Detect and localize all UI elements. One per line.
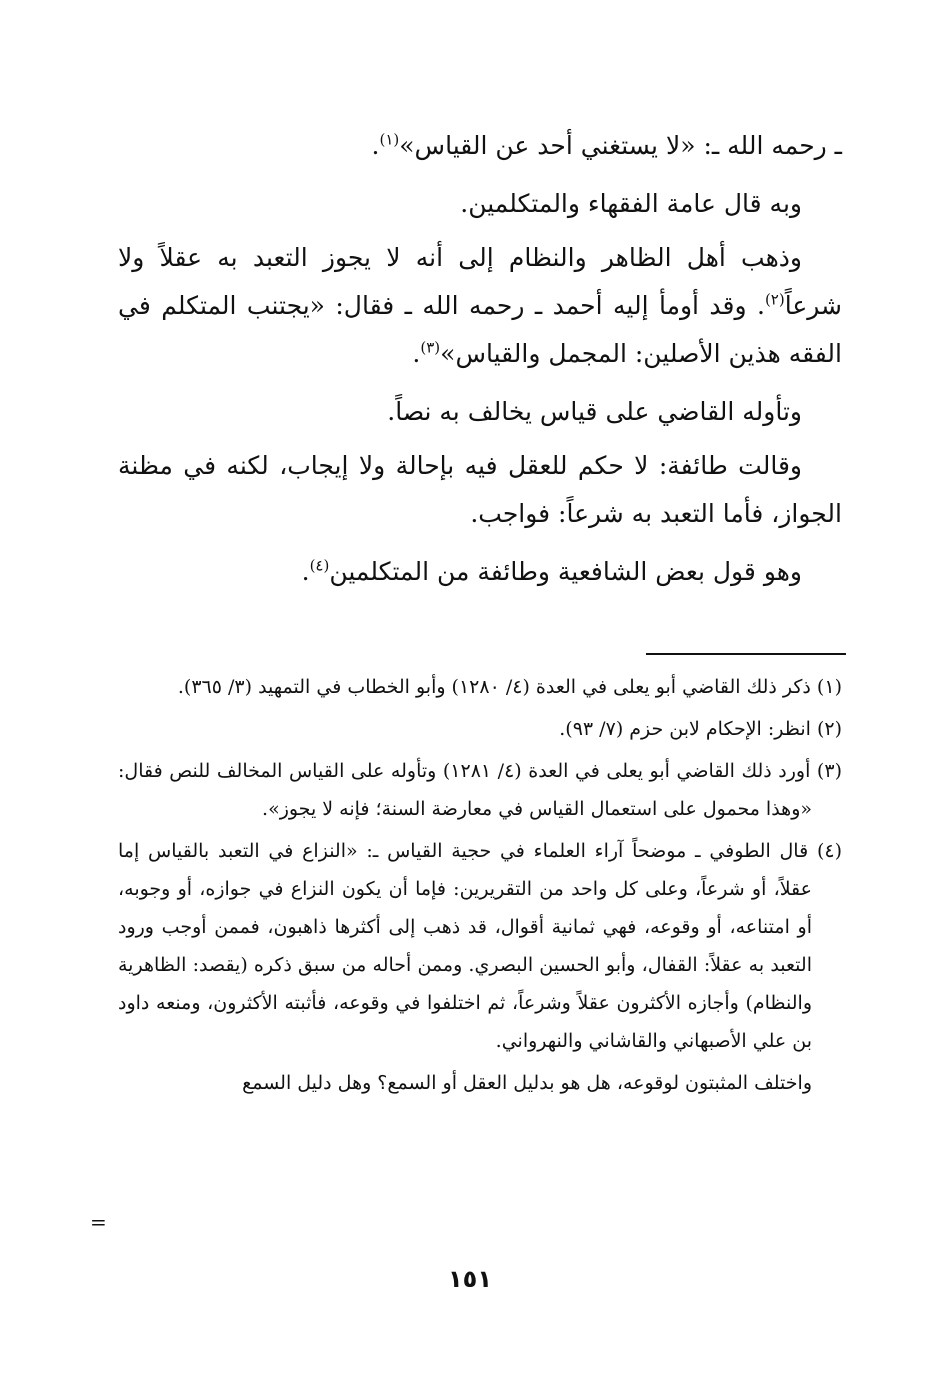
footnote-2: (٢) انظر: الإحكام لابن حزم (٧/ ٩٣). [559, 718, 842, 740]
paragraph-2: وبه قال عامة الفقهاء والمتكلمين. [460, 189, 802, 218]
paragraph-6-end: . [301, 557, 310, 586]
footnote-3: (٣) أورد ذلك القاضي أبو يعلى في العدة (٤/ ١٢٨١) وتأوله على القياس المخالف للنص فقال: «وهذا محمول على استعمال القياس في معارضة السنة؛ فإنه لا يجوز». [118, 760, 842, 820]
paragraph-3-end: . [412, 339, 421, 368]
paragraph-4: وتأوله القاضي على قياس يخالف به نصاً. [387, 397, 802, 426]
main-text [118, 122, 842, 602]
paragraph-6-text: وهو قول بعض الشافعية وطائفة من المتكلمين [329, 557, 802, 586]
paragraph-1-text: ـ رحمه الله ـ: «لا يستغني أحد عن القياس» [399, 131, 842, 160]
footnotes [118, 668, 842, 1106]
footnote-ref-4[interactable]: (٤) [309, 556, 330, 575]
paragraph-5: وقالت طائفة: لا حكم للعقل فيه بإحالة ولا إيجاب، لكنه في مظنة الجواز، فأما التعبد به شرعاً: فواجب. [118, 451, 842, 528]
footnote-4-continuation: واختلف المثبتون لوقوعه، هل هو بدليل العقل أو السمع؟ وهل دليل السمع [242, 1072, 812, 1094]
paragraph-3 [118, 234, 842, 378]
paragraph-6 [118, 548, 842, 596]
paragraph-3-text-a: وذهب أهل الظاهر والنظام إلى أنه لا يجوز التعبد به عقلاً ولا شرعاً [118, 243, 842, 320]
footnote-separator [646, 653, 846, 655]
footnote-ref-3[interactable]: (٣) [420, 338, 441, 357]
footnote-ref-2[interactable]: (٢) [764, 290, 785, 309]
footnote-4: (٤) قال الطوفي ـ موضحاً آراء العلماء في حجية القياس ـ: «النزاع في التعبد بالقياس إما عقلاً، أو شرعاً، وعلى كل واحد من التقريرين: فإما أن يكون النزاع في جوازه، أو وجوبه، أو امتناعه، أو وقوعه، فهي ثمانية أقوال، قد ذهب إلى أكثرها ذاهبون، فممن أوجب ورود التعبد به عقلاً: القفال، وأبو الحسين البصري. وممن أحاله من سبق ذكره (يقصد: الظاهرية والنظام) وأجازه الأكثرون عقلاً وشرعاً، ثم اختلفوا في وقوعه، فأثبته الأكثرون، ومنعه داود بن علي الأصبهاني والقاشاني والنهرواني. [118, 840, 842, 1052]
continuation-mark: = [90, 1210, 107, 1234]
footnote-ref-1[interactable]: (١) [379, 130, 400, 149]
page-number: ١٥١ [448, 1265, 492, 1293]
paragraph-1-end: . [371, 131, 380, 160]
footnote-1: (١) ذكر ذلك القاضي أبو يعلى في العدة (٤/ ١٢٨٠) وأبو الخطاب في التمهيد (٣/ ٣٦٥). [177, 676, 842, 698]
paragraph-3-text-b: . وقد أومأ إليه أحمد ـ رحمه الله ـ فقال: «يجتنب المتكلم في الفقه هذين الأصلين: المجمل والقياس» [118, 291, 842, 368]
paragraph-1 [118, 122, 842, 170]
